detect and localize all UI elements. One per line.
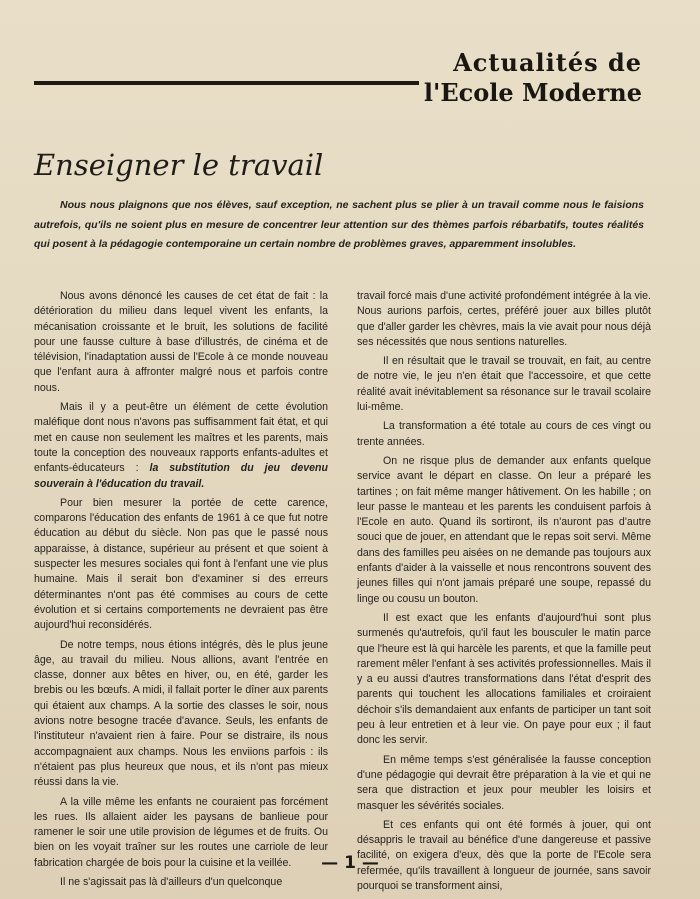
paragraph: travail forcé mais d'une activité profondément intégrée à la vie. Nous aurions parfois, certes, préféré jouer aux billes plutôt que d'aller garder les chèvres, mais la vie avait pour nous déjà ses nécessités que nous sentions naturelles. — [357, 290, 651, 348]
page-number: — 1 — — [321, 853, 379, 873]
right-column — [357, 289, 651, 898]
paragraph: On ne risque plus de demander aux enfants quelque service avant le départ en classe. On leur a préparé les tartines ; on fait même manger hâtivement. On les habille ; on leur passe le manteau et les parents les conduisent parfois à l'Ecole en auto. Quand ils sortiront, ils n'auront pas d'autre souci que de jouer, en attendant que le repas soit servi. Même dans des familles peu aisées on ne demande pas toujours aux enfants d'aider à la vaisselle et nous rencontrons souvent des jeunes filles qui n'ont jamais préparé une soupe, repassé du linge ou cousu un bouton. — [357, 454, 651, 605]
intro-paragraph: Nous nous plaignons que nos élèves, sauf exception, ne sachent plus se plier à un travail comme nous le faisions autrefois, qu'ils ne soient plus en mesure de concentrer leur attention sur des thèmes parfois rébarbatifs, toutes réalités qui posent à la pédagogie contemporaine un certain nombre de problèmes graves, apparemment insolubles. — [34, 199, 644, 250]
paragraph: Nous avons dénoncé les causes de cet état de fait : la détérioration du milieu dans lequel vivent les enfants, la mécanisation croissante et le bruit, les solutions de facilité pour une fausse culture à base d'illustrés, de cinéma et de télévision, l'inadaptation aussi de l'Ecole à ce monde nouveau que l'enfant aura à affronter malgré nous et parfois contre nous. — [34, 290, 328, 394]
section-title-line1: Actualités de — [453, 48, 642, 77]
article-title: Enseigner le travail — [34, 148, 324, 182]
article-intro — [34, 196, 644, 255]
paragraph: Et ces enfants qui ont été formés à jouer, qui ont désappris le travail au bénéfice d'une dangereuse et passive facilité, on exigera d'eux, dès que la porte de l'Ecole sera refermée, qu'ils travaillent à longueur de journée, sans savoir pourquoi se transforment ainsi, — [357, 818, 651, 892]
paragraph: La transformation a été totale au cours de ces vingt ou trente années. — [357, 420, 651, 448]
paragraph: De notre temps, nous étions intégrés, dès le plus jeune âge, au travail du milieu. Nous allions, avant l'entrée en classe, donner aux bêtes en hiver, ou, en été, garder les brebis ou les bœufs. A midi, il fallait porter le dîner aux parents qui étaient aux champs. A la sortie des classes le soir, nous avions notre besogne tracée d'avance. Seuls, les enfants de l'instituteur n'avaient rien à faire. Pour se distraire, ils nous accompagnaient aux champs. Nous les enviions parfois : ils n'étaient pas plus heureux que nous, et ils n'ont pas mieux réussi dans la vie. — [34, 638, 328, 789]
paragraph: Il est exact que les enfants d'aujourd'hui sont plus surmenés qu'autrefois, qu'il faut les bousculer le matin parce que l'heure est là qui harcèle les parents, et que la famille peut rarement mêler l'enfant à ses activités professionnelles. Mais il y a eu aussi d'autres transformations dans l'état d'esprit des parents qui touchent les allocations familiales et croiraient déchoir s'ils demandaient aux enfants de participer un tant soit peu à leur entretien et à leur vie. On paye pour eux ; il faut donc les servir. — [357, 611, 651, 747]
paragraph: Il en résultait que le travail se trouvait, en fait, au centre de notre vie, le jeu n'en était que l'accessoire, et que cette réalité avait inévitablement sa résonance sur le travail scolaire lui-même. — [357, 355, 651, 414]
paragraph: Il ne s'agissait pas là d'ailleurs d'un quelconque — [60, 875, 283, 888]
paragraph-text: Mais il y a peut-être un élément de cette évolution maléfique dont nous n'avons pas suffisamment fait état, et qui met en cause non seulement les maîtres et les parents, mais toute la conception des nouveaux rapports enfants-adultes et enfants-éducateurs : — [34, 401, 328, 475]
paragraph: En même temps s'est généralisée la fausse conception d'une pédagogie qui devrait être préparation à la vie et qui ne sera que distraction et jeux pour meubler les loisirs et masquer les sévérités sociales. — [357, 753, 651, 812]
left-column — [34, 289, 328, 894]
paragraph: Pour bien mesurer la portée de cette carence, comparons l'éducation des enfants de 1961 à ce que fut notre éducation au début du siècle. Non pas que le passé nous apparaisse, à distance, supérieur au présent et que soient à suspecter les mesures sociales qui font à l'enfant une vie plus humaine. Mais il serait bon d'examiner si des erreurs déterminantes n'ont pas été commises au cours de cette évolution et si certains comportements ne devraient pas être aujourd'hui reconsidérés. — [34, 496, 328, 632]
paragraph — [34, 400, 328, 492]
paragraph-emphasis: la substitution du jeu devenu souverain à l'éducation du travail. — [34, 462, 328, 490]
section-title — [424, 48, 642, 108]
paragraph: A la ville même les enfants ne couraient pas forcément les rues. Ils allaient aider les paysans de banlieue pour ramener le soir une utile provision de légumes et de fruits. Ou bien on les voyait traîner sur les routes une carriole de leur fabrication chargée de bois pour la cuisine et la veillée. — [34, 795, 328, 869]
header-rule — [34, 81, 419, 85]
section-title-line2: l'Ecole Moderne — [423, 78, 642, 107]
